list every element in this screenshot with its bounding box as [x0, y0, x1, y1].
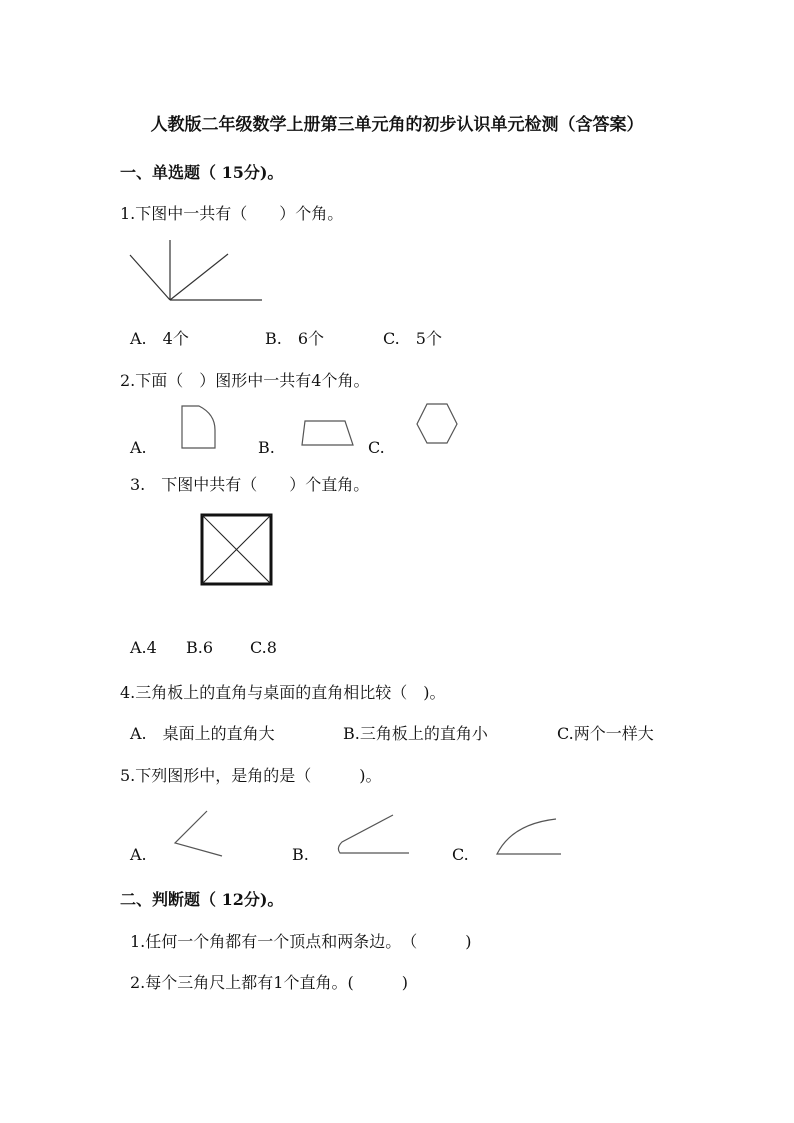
worksheet-title: 人教版二年级数学上册第三单元角的初步认识单元检测（含答案）: [150, 115, 644, 135]
q1-option-b: B. 6个: [265, 329, 325, 348]
q3-option-c: C.8: [250, 638, 277, 657]
q4-option-b: B.三角板上的直角小: [343, 724, 488, 743]
q5-option-b: B.: [292, 845, 309, 864]
q2-option-b: B.: [258, 438, 275, 457]
q4-option-a: A. 桌面上的直角大: [130, 724, 275, 743]
question-1: 1.下图中一共有（ ）个角。: [120, 204, 344, 223]
question-3: 3. 下图中共有（ ）个直角。: [130, 475, 370, 494]
q2-option-a: A.: [130, 438, 147, 457]
q3-option-a: A.4: [130, 638, 157, 657]
question-4: 4.三角板上的直角与桌面的直角相比较（ )。: [120, 683, 446, 702]
q1-option-a: A. 4个: [130, 329, 189, 348]
section-2-heading: 二、判断题（ 12分)。: [120, 890, 284, 909]
judge-item-2: 2.每个三角尺上都有1个直角。( ): [130, 973, 408, 992]
judge-item-1: 1.任何一个角都有一个顶点和两条边。 （ ): [130, 932, 472, 951]
q4-option-c: C.两个一样大: [557, 724, 654, 743]
q3-option-b: B.6: [186, 638, 214, 657]
q1-option-c: C. 5个: [383, 329, 442, 348]
q5-option-c: C.: [452, 845, 469, 864]
question-5: 5.下列图形中，是角的是（ )。: [120, 766, 382, 785]
q5-option-a: A.: [130, 845, 147, 864]
section-1-heading: 一、单选题（ 15分)。: [120, 163, 284, 182]
question-2: 2.下面（ ）图形中一共有4个角。: [120, 371, 370, 390]
q2-option-c: C.: [368, 438, 385, 457]
